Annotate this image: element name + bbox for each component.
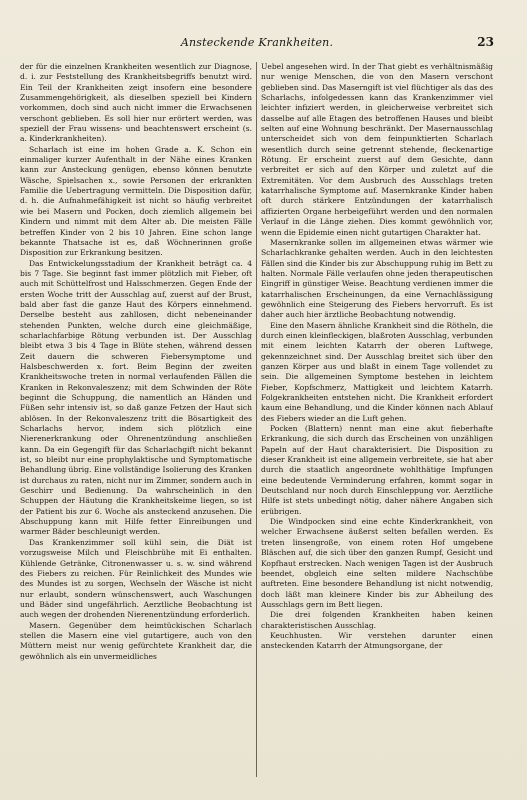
paragraph: Das Entwickelungsstadium der Krankheit beträgt ca. 4 bis 7 Tage. Sie beginnt fast immer plötzlich mit Fieber, oft auch mit Schüttelfrost und Halsschmerzen. Gegen Ende der ersten Woche tritt der Ausschlag auf, zuerst auf der Brust, bald aber fast die ganze Haut des Körpers einnehmend. Derselbe besteht aus zahllosen, dicht nebeneinander stehenden Punkten, welche durch eine gleichmäßige, scharlachfarbige Rötung verbunden ist. Der Ausschlag bleibt etwa 3 bis 4 Tage in Blüte stehen, während dessen Zeit dauern die schweren Fiebersymptome und Halsbeschwerden x. fort. Beim Beginn der zweiten Krankheitswoche treten in normal verlaufenden Fällen die Kranken in Rekonvaleszenz; mit dem Schwinden der Röte beginnt die Schuppung, die namentlich an Händen und Füßen sehr intensiv ist, so daß ganze Fetzen der Haut sich ablösen. In der Rekonvaleszenz tritt die Bösartigkeit des Scharlachs hervor, indem sich plötzlich eine Nierenerkrankung oder Ohrenentzündung anschließen kann. Da ein Gegengift für das Scharlachgift nicht bekannt ist, so bleibt nur eine prophylaktische und Symptomatische Behandlung übrig. Eine vollständige Isolierung des Kranken ist durchaus zu raten, nicht nur im Zimmer, sondern auch in Geschirr und Bedienung. Da wahrscheinlich in den Schuppen der Häutung die Krankheitskeime liegen, so ist der Patient bis zur 6. Woche als ansteckend anzusehen. Die Abschuppung kann mit Hilfe fetter Einreibungen und warmer Bäder beschleunigt werden. (20, 258, 252, 537)
paragraph: Masernkranke sollen im allgemeinen etwas wärmer wie Scharlachkranke gehalten werden. Auch in den leichtesten Fällen sind die Kinder bis zur Abschuppung ruhig im Bett zu halten. Normale Fälle verlaufen ohne jeden therapeutischen Eingriff in günstiger Weise. Beachtung verdienen immer die katarrhalischen Erscheinungen, da eine Vernachlässigung gewöhnlich eine Steigerung des Fiebers hervorruft. Es ist daher auch hier ärztliche Beobachtung notwendig. (261, 237, 493, 320)
paragraph: Scharlach ist eine im hohen Grade a. K. Schon ein einmaliger kurzer Aufenthalt in der Nähe eines Kranken kann zur Ansteckung genügen, ebenso können benutzte Wäsche, Spielsachen x., sowie Personen der erkrankten Familie die Uebertragung vermitteln. Die Disposition dafür, d. h. die Aufnahmefähigkeit ist nicht so häufig verbreitet wie bei Masern und Pocken, doch ziemlich allgemein bei Kindern und nimmt mit dem Alter ab. Die meisten Fälle betreffen Kinder von 2 bis 10 Jahren. Eine schon lange bekannte Thatsache ist es, daß Wöchnerinnen große Disposition zur Erkrankung besitzen. (20, 144, 252, 258)
paragraph: Keuchhusten. Wir verstehen darunter einen ansteckenden Katarrh der Atmungsorgane, der (261, 630, 493, 651)
paragraph: der für die einzelnen Krankheiten wesentlich zur Diagnose, d. i. zur Feststellung des Krankheitsbegriffs benutzt wird. Ein Teil der Krankheiten zeigt insofern eine besondere Zusammengehörigkeit, als dieselben speziell bei Kindern vorkommen, doch sind auch nicht immer die Erwachsenen verschont geblieben. Es soll hier nur erörtert werden, was speziell der Frau wissens- und beachtenswert erscheint (s. a. Kinderkrankheiten). (20, 62, 252, 144)
running-header (20, 36, 494, 54)
column-divider (256, 62, 257, 777)
right-column (261, 62, 493, 777)
paragraph: Die drei folgenden Krankheiten haben keinen charakteristischen Ausschlag. (261, 610, 493, 630)
running-title: Ansteckende Krankheiten. (180, 36, 334, 49)
page-number: 23 (477, 35, 494, 49)
paragraph: Die Windpocken sind eine echte Kinderkrankheit, von welcher Erwachsene äußerst selten befallen werden. Es treten linsengroße, von einem roten Hof umgebene Bläschen auf, die sich über den ganzen Rumpf, Gesicht und Kopfhaut erstrecken. Nach wenigen Tagen ist der Ausbruch beendet, obgleich eine selten mildere Nachschübe auftreten. Eine besondere Behandlung ist nicht notwendig, doch läßt man kleinere Kinder bis zur Abheilung des Ausschlags gern im Bett liegen. (261, 517, 493, 609)
paragraph: Das Krankenzimmer soll kühl sein, die Diät ist vorzugsweise Milch und Fleischbrühe mit Ei enthalten. Kühlende Getränke, Citronenwasser u. s. w. sind während des Fiebers zu reichen. Für Reinlichkeit des Mundes wie des Mundes ist zu sorgen, Wechseln der Wäsche ist nicht nur erlaubt, sondern wünschenswert, auch Waschungen und Bäder sind ungefährlich. Aerztliche Beobachtung ist auch wegen der drohenden Nierenentzündung erforderlich. (20, 537, 252, 620)
paragraph: Pocken (Blattern) nennt man eine akut fieberhafte Erkrankung, die sich durch das Erscheinen von unzähligen Papeln auf der Haut charakterisiert. Die Disposition zu dieser Krankheit ist eine allgemein verbreitete, sie hat aber durch die staatlich angeordnete wohlthätige Impfungen eine bedeutende Verminderung erfahren, kommt sogar in Deutschland nur noch durch Einschleppung vor. Aerztliche Hilfe ist stets unbedingt nötig, daher nähere Angaben sich erübrigen. (261, 424, 493, 516)
left-column (20, 62, 252, 777)
paragraph: Masern. Gegenüber dem heimtückischen Scharlach stellen die Masern eine viel gutartigere, auch von den Müttern meist nur wenig gefürchtete Krankheit dar, die gewöhnlich als ein unvermeidliches (20, 620, 252, 661)
paragraph: Uebel angesehen wird. In der That giebt es verhältnismäßig nur wenige Menschen, die von den Masern verschont geblieben sind. Das Maserngift ist viel flüchtiger als das des Scharlachs, infolgedessen kann das Krankenzimmer viel leichter infiziert werden, in gleicherweise verbreitet sich dasselbe auf alle Etagen des betroffenen Hauses und bleibt selten auf eine Wohnung beschränkt. Der Masernausschlag unterscheidet sich von dem feinpunktierten Scharlach wesentlich durch seine getrennt stehende, fleckenartige Rötung. Er erscheint zuerst auf dem Gesichte, dann verbreitet er sich auf den Körper und zuletzt auf die Extremitäten. Vor dem Ausbruch des Ausschlags treten katarrhalische Symptome auf. Masernkranke Kinder haben oft durch stärkere Entzündungen der katarrhalisch affizierten Organe herbeigeführt werden und den normalen Verlauf in die Länge ziehen. Dies kommt gewöhnlich vor, wenn die Epidemie einen nicht gutartigen Charakter hat. (261, 62, 493, 237)
paragraph: Eine den Masern ähnliche Krankheit sind die Rötheln, die durch einen kleinfleckigen, blaßroten Ausschlag, verbunden mit einem leichten Katarrh der oberen Luftwege, gekennzeichnet sind. Der Ausschlag breitet sich über den ganzen Körper aus und blaßt in einem Tage vollendet zu sein. Die allgemeinen Symptome bestehen in leichtem Fieber, Kopfschmerz, Mattigkeit und leichtem Katarrh. Folgekrankheiten entstehen nicht. Die Krankheit erfordert kaum eine Behandlung, und die Kinder können nach Ablauf des Fiebers wieder an die Luft gehen. (261, 320, 493, 423)
